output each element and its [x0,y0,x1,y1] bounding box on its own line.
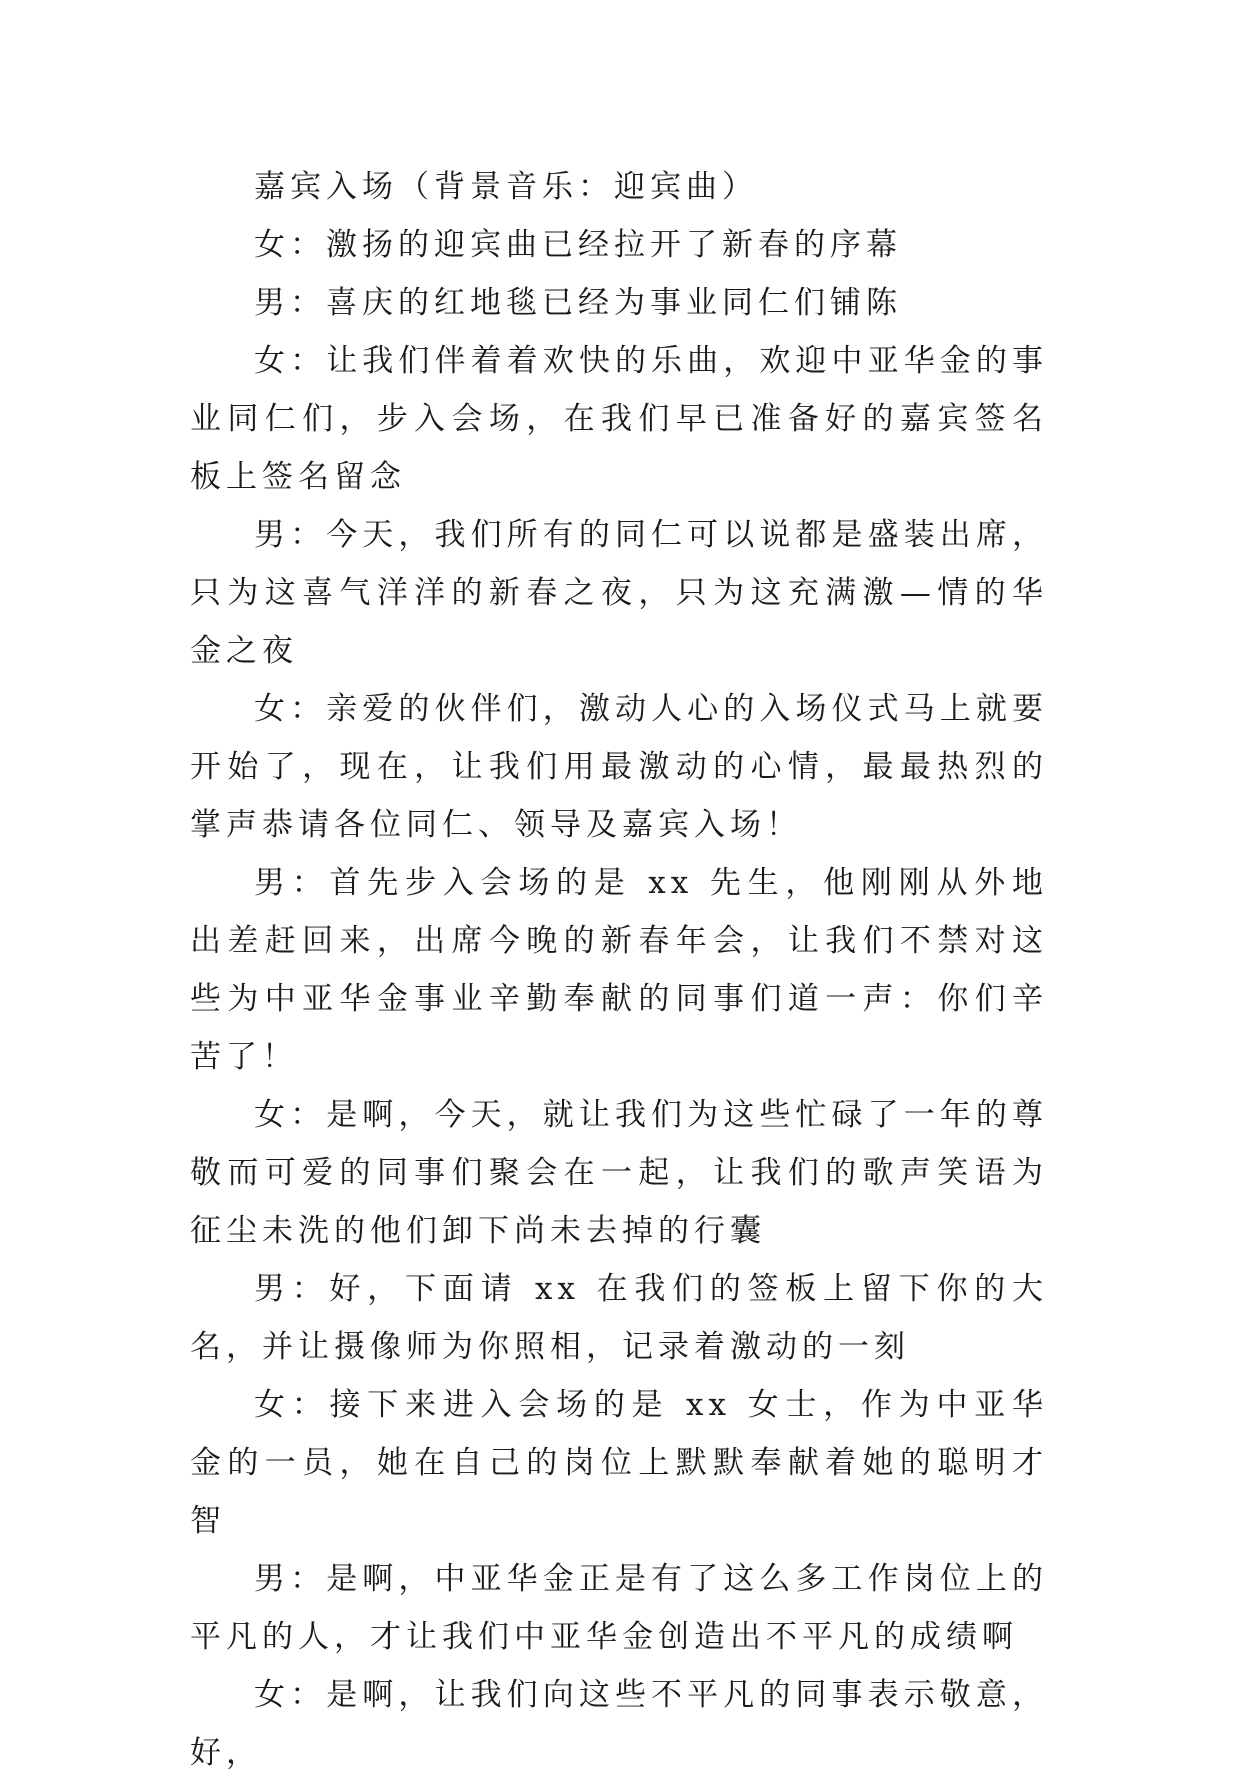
document-body [190,158,1048,1782]
paragraph-female-line-3: 女：亲爱的伙伴们，激动人心的入场仪式马上就要开始了，现在，让我们用最激动的心情，最最热烈的掌声恭请各位同仁、领导及嘉宾入场！ [190,691,1048,843]
paragraph-female-line-2: 女：让我们伴着着欢快的乐曲，欢迎中亚华金的事业同仁们，步入会场，在我们早已准备好的嘉宾签名板上签名留念 [190,343,1048,495]
paragraph-male-line-2: 男：今天，我们所有的同仁可以说都是盛装出席，只为这喜气洋洋的新春之夜，只为这充满激—情的华金之夜 [190,517,1048,669]
paragraph-male-line-1: 男：喜庆的红地毯已经为事业同仁们铺陈 [254,285,902,321]
paragraph-male-line-5: 男：是啊，中亚华金正是有了这么多工作岗位上的平凡的人，才让我们中亚华金创造出不平凡的成绩啊 [190,1561,1048,1655]
paragraph-female-line-5: 女：接下来进入会场的是 xx 女士，作为中亚华金的一员，她在自己的岗位上默默奉献着她的聪明才智 [190,1387,1048,1539]
paragraph-female-line-4: 女：是啊，今天，就让我们为这些忙碌了一年的尊敬而可爱的同事们聚会在一起，让我们的歌声笑语为征尘未洗的他们卸下尚未去掉的行囊 [190,1097,1048,1249]
paragraph-male-line-4: 男：好，下面请 xx 在我们的签板上留下你的大名，并让摄像师为你照相，记录着激动的一刻 [190,1271,1048,1365]
paragraph-male-line-3: 男：首先步入会场的是 xx 先生，他刚刚从外地出差赶回来，出席今晚的新春年会，让我们不禁对这些为中亚华金事业辛勤奉献的同事们道一声：你们辛苦了！ [190,865,1048,1075]
paragraph-female-line-6: 女：是啊，让我们向这些不平凡的同事表示敬意，好， [190,1677,1048,1771]
paragraph-female-line-1: 女：激扬的迎宾曲已经拉开了新春的序幕 [254,227,902,263]
paragraph-guest-entrance-title: 嘉宾入场（背景音乐：迎宾曲） [254,169,758,205]
